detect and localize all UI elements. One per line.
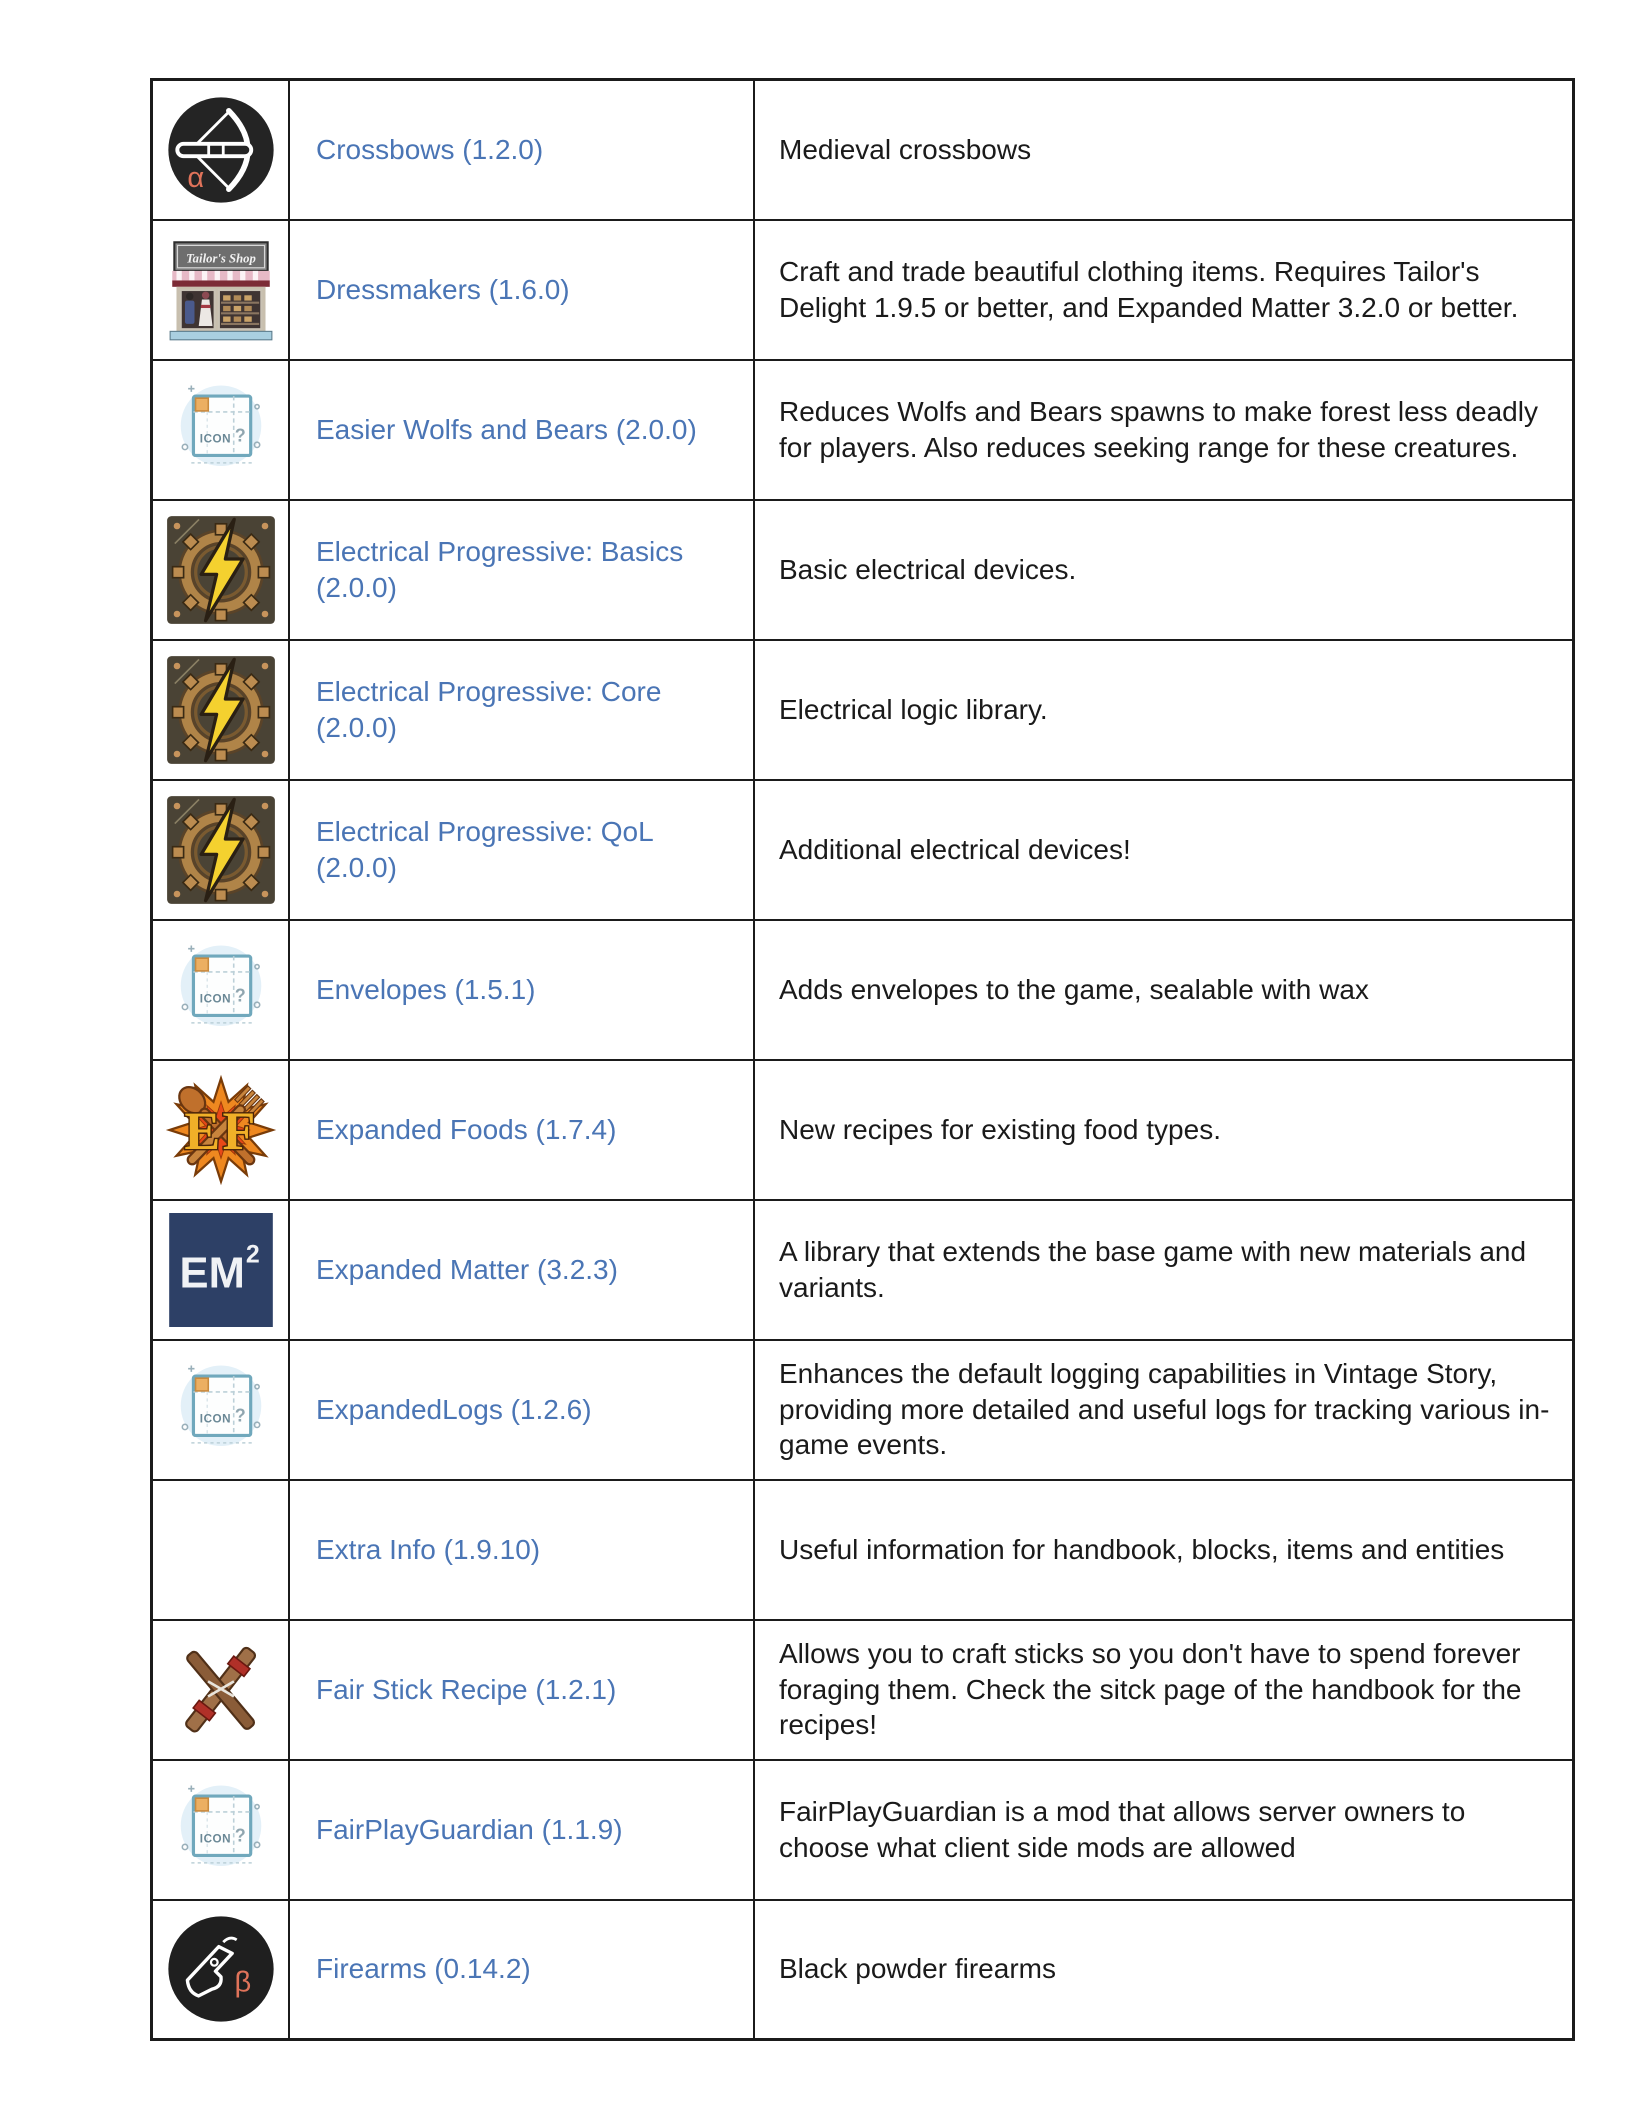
mod-link[interactable]: Envelopes (1.5.1) — [316, 973, 536, 1005]
table-row — [152, 360, 1574, 500]
mod-name-cell — [289, 1900, 754, 2040]
mod-name-cell — [289, 1060, 754, 1200]
mod-description: Reduces Wolfs and Bears spawns to make forest less deadly for players. Also reduces seeking range for these creatures. — [754, 360, 1574, 500]
table-row — [152, 80, 1574, 220]
mod-description: Adds envelopes to the game, sealable with wax — [754, 920, 1574, 1060]
placeholder-label: ICON — [199, 432, 231, 446]
table-row — [152, 1620, 1574, 1760]
mod-description: Additional electrical devices! — [754, 780, 1574, 920]
mod-description: Allows you to craft sticks so you don't have to spend forever foraging them. Check the sitck page of the handbook for the recipes! — [754, 1620, 1574, 1760]
placeholder-icon — [168, 377, 274, 483]
table-row — [152, 780, 1574, 920]
mod-name-cell — [289, 1200, 754, 1340]
mod-description: A library that extends the base game with new materials and variants. — [754, 1200, 1574, 1340]
mod-name-cell — [289, 360, 754, 500]
mod-icon-cell — [152, 1620, 290, 1760]
mod-description: Enhances the default logging capabilities in Vintage Story, providing more detailed and useful logs for tracking various in-game events. — [754, 1340, 1574, 1480]
mod-name-cell — [289, 80, 754, 220]
mod-link[interactable]: Electrical Progressive: Basics (2.0.0) — [316, 535, 684, 603]
placeholder-question-mark: ? — [234, 985, 246, 1006]
placeholder-label: ICON — [199, 1412, 231, 1426]
tailor-shop-icon — [168, 237, 274, 343]
crossed-sticks-icon — [167, 1636, 275, 1744]
table-row — [152, 1200, 1574, 1340]
lightning-gear-icon — [166, 652, 276, 768]
mod-description: Black powder firearms — [754, 1900, 1574, 2040]
mod-description: Electrical logic library. — [754, 640, 1574, 780]
mod-icon-cell — [152, 780, 290, 920]
mod-name-cell — [289, 920, 754, 1060]
mod-link[interactable]: Electrical Progressive: QoL (2.0.0) — [316, 815, 653, 883]
mod-icon-cell-empty — [152, 1480, 290, 1620]
mod-link[interactable]: Expanded Foods (1.7.4) — [316, 1113, 617, 1145]
em-superscript: 2 — [245, 1240, 260, 1269]
mod-list-table — [150, 78, 1575, 2041]
table-row — [152, 220, 1574, 360]
mod-icon-cell — [152, 1760, 290, 1900]
mod-link[interactable]: Firearms (0.14.2) — [316, 1953, 531, 1985]
beta-badge: β — [233, 1966, 251, 1999]
mod-name-cell — [289, 640, 754, 780]
placeholder-icon — [168, 1357, 274, 1463]
mod-icon-cell — [152, 640, 290, 780]
table-row — [152, 920, 1574, 1060]
mod-description: Basic electrical devices. — [754, 500, 1574, 640]
mod-link[interactable]: Dressmakers (1.6.0) — [316, 273, 570, 305]
mod-name-cell — [289, 780, 754, 920]
tailor-sign-text: Tailor's Shop — [185, 250, 256, 265]
crossbow-icon — [165, 94, 277, 206]
mod-icon-cell — [152, 920, 290, 1060]
mod-description: New recipes for existing food types. — [754, 1060, 1574, 1200]
mod-description: Useful information for handbook, blocks, items and entities — [754, 1480, 1574, 1620]
mod-link[interactable]: Fair Stick Recipe (1.2.1) — [316, 1673, 617, 1705]
lightning-gear-icon — [166, 792, 276, 908]
table-row — [152, 1340, 1574, 1480]
mod-icon-cell — [152, 1200, 290, 1340]
mod-name-cell — [289, 1480, 754, 1620]
mod-icon-cell — [152, 1340, 290, 1480]
placeholder-label: ICON — [199, 992, 231, 1006]
mod-link[interactable]: Easier Wolfs and Bears (2.0.0) — [316, 413, 697, 445]
placeholder-question-mark: ? — [234, 1825, 246, 1846]
table-row — [152, 1480, 1574, 1620]
lightning-gear-icon — [166, 512, 276, 628]
mod-icon-cell — [152, 1900, 290, 2040]
table-row — [152, 1900, 1574, 2040]
mod-link[interactable]: ExpandedLogs (1.2.6) — [316, 1393, 592, 1425]
mod-icon-cell — [152, 80, 290, 220]
mod-icon-cell — [152, 500, 290, 640]
mod-icon-cell — [152, 360, 290, 500]
table-row — [152, 500, 1574, 640]
placeholder-icon — [168, 937, 274, 1043]
mod-link[interactable]: Electrical Progressive: Core (2.0.0) — [316, 675, 662, 743]
flintlock-pistol-icon — [165, 1913, 277, 2025]
mod-name-cell — [289, 220, 754, 360]
mod-link[interactable]: Extra Info (1.9.10) — [316, 1533, 541, 1565]
mod-link[interactable]: Crossbows (1.2.0) — [316, 133, 544, 165]
alpha-badge: α — [186, 161, 204, 194]
mod-icon-cell — [152, 220, 290, 360]
mod-name-cell — [289, 1760, 754, 1900]
mod-description: Medieval crossbows — [754, 80, 1574, 220]
mod-name-cell — [289, 1620, 754, 1760]
mod-link[interactable]: Expanded Matter (3.2.3) — [316, 1253, 618, 1285]
placeholder-question-mark: ? — [234, 1405, 246, 1426]
em-monogram: EM — [179, 1249, 245, 1298]
mod-name-cell — [289, 1340, 754, 1480]
mod-description: Craft and trade beautiful clothing items. Requires Tailor's Delight 1.9.5 or better, and Expanded Matter 3.2.0 or better. — [754, 220, 1574, 360]
mod-description: FairPlayGuardian is a mod that allows server owners to choose what client side mods are allowed — [754, 1760, 1574, 1900]
placeholder-label: ICON — [199, 1832, 231, 1846]
table-row — [152, 1060, 1574, 1200]
em2-icon — [169, 1213, 273, 1327]
table-row — [152, 640, 1574, 780]
table-row — [152, 1760, 1574, 1900]
ef-monogram: EF — [183, 1100, 258, 1161]
mod-icon-cell — [152, 1060, 290, 1200]
placeholder-question-mark: ? — [234, 425, 246, 446]
mod-name-cell — [289, 500, 754, 640]
mod-link[interactable]: FairPlayGuardian (1.1.9) — [316, 1813, 623, 1845]
expanded-foods-icon — [165, 1074, 277, 1186]
placeholder-icon — [168, 1777, 274, 1883]
